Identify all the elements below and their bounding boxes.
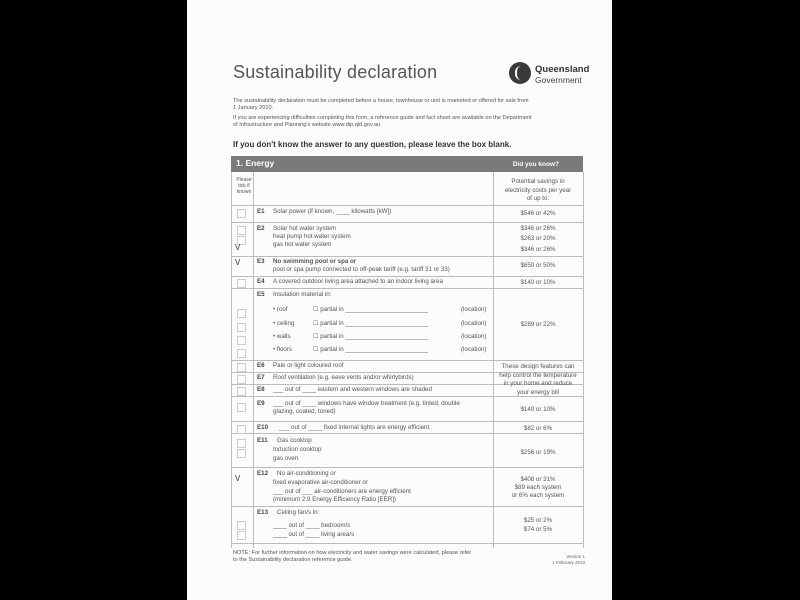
item-code: E4 bbox=[257, 278, 265, 285]
tick-mark-icon: V bbox=[235, 243, 241, 252]
item-text: Pale or light coloured roof bbox=[273, 362, 344, 369]
table-rule bbox=[231, 543, 583, 544]
item-code: E11 bbox=[257, 437, 268, 444]
queensland-emblem-icon bbox=[509, 62, 531, 84]
section-header bbox=[231, 156, 583, 172]
intro-line: The sustainability declaration must be completed before a house, townhouse or unit is marketed or offered for sale from bbox=[233, 98, 529, 104]
warning-text: If you don't know the answer to any question, please leave the box blank. bbox=[233, 140, 512, 149]
item-text: Ceiling fan/s in: bbox=[277, 509, 320, 516]
item-code: E2 bbox=[257, 225, 265, 232]
item-text: partial in bbox=[320, 320, 344, 327]
tick-mark-icon: V bbox=[235, 258, 241, 267]
item-text: of up to: bbox=[526, 195, 550, 202]
item-text: floors bbox=[276, 346, 293, 353]
item-code: E13 bbox=[257, 509, 269, 516]
savings-value: $140 or 10% bbox=[520, 406, 556, 413]
item-text: ☐ partial in ________________________ bbox=[313, 333, 428, 340]
table-rule bbox=[231, 360, 583, 361]
checkbox-e4[interactable] bbox=[237, 279, 246, 288]
savings-value: $546 or 42% bbox=[520, 210, 556, 217]
item-text: known bbox=[236, 189, 252, 195]
checkbox-e13-bedroom[interactable] bbox=[237, 521, 246, 530]
savings-value: $82 or 6% bbox=[523, 425, 553, 432]
page-title: Sustainability declaration bbox=[233, 62, 438, 82]
intro-line: of Infrastructure and Planning's website www.dip.qld.gov.au bbox=[233, 122, 381, 128]
item-text: No air-conditioning or bbox=[277, 470, 336, 477]
item-text: ____ out of ____ bedroom/s bbox=[273, 522, 351, 529]
savings-header bbox=[493, 178, 583, 204]
item-code: E7 bbox=[257, 374, 265, 381]
item-text: • roof bbox=[273, 306, 288, 313]
checkbox-e11-gas[interactable] bbox=[237, 439, 246, 448]
item-code: E1 bbox=[257, 208, 265, 215]
queensland-government-logo bbox=[509, 60, 605, 90]
savings-value: $289 or 22% bbox=[520, 321, 556, 328]
item-code: E3 bbox=[257, 258, 265, 265]
checkbox-e5-ceiling[interactable] bbox=[237, 323, 246, 332]
savings-value: $256 or 19% bbox=[520, 449, 556, 456]
item-text: gas oven bbox=[273, 455, 299, 462]
savings-value: $650 or 50% bbox=[520, 262, 556, 269]
savings-value: $346 or 26% bbox=[520, 225, 556, 232]
item-text: ___ out of ____ windows have window treatment (e.g. tinted, double bbox=[273, 400, 460, 407]
item-text: roof bbox=[276, 306, 288, 313]
item-text: NOTE: For further information on how electricity and water savings were calculated, please refer bbox=[233, 550, 472, 556]
item-text: pool or spa pump connected to off-peak tariff (e.g. tariff 31 or 33) bbox=[273, 266, 450, 273]
intro-line: 1 January 2010. bbox=[233, 105, 274, 111]
item-text: (location) bbox=[461, 333, 487, 340]
item-text: ☐ partial in ________________________ bbox=[313, 320, 428, 327]
item-text: Roof ventilation (e.g. eave vents and/or whirlybirds) bbox=[273, 374, 414, 381]
item-code: E8 bbox=[257, 386, 265, 393]
item-code: E9 bbox=[257, 400, 265, 407]
item-text: partial in bbox=[320, 333, 344, 340]
savings-value: $140 or 10% bbox=[520, 279, 556, 286]
checkbox-e10[interactable] bbox=[237, 425, 246, 434]
item-text: Solar power (if known, ____ kilowatts [kW]) bbox=[273, 208, 392, 215]
item-text: ☐ partial in ________________________ bbox=[313, 346, 428, 353]
item-text: to the Sustainability declaration reference guide. bbox=[233, 557, 353, 563]
item-text: ____ out of ____ living area/s bbox=[273, 531, 355, 538]
checkbox-e8[interactable] bbox=[237, 387, 246, 396]
item-text: Induction cooktop bbox=[273, 446, 322, 453]
table-rule bbox=[231, 288, 583, 289]
table-rule bbox=[231, 467, 583, 468]
item-text: in your home and reduce bbox=[503, 380, 573, 387]
item-text: No swimming pool or spa or bbox=[273, 258, 357, 265]
intro-line: If you are experiencing difficulties completing this form, a reference guide and fact sheet are available on the Department bbox=[233, 115, 532, 121]
checkbox-e1[interactable] bbox=[237, 209, 246, 218]
item-text: 1 February 2010 bbox=[551, 560, 585, 565]
checkbox-e11-induction[interactable] bbox=[237, 449, 246, 458]
item-code: E6 bbox=[257, 362, 265, 369]
item-text: Version 1 bbox=[566, 554, 585, 559]
table-rule bbox=[583, 172, 584, 548]
section-title: 1. Energy bbox=[236, 158, 275, 168]
checkbox-e5-roof[interactable] bbox=[237, 309, 246, 318]
item-text: • walls bbox=[273, 333, 291, 340]
item-text: These design features can bbox=[501, 363, 575, 370]
savings-value: $263 or 20% bbox=[520, 235, 556, 242]
savings-value: $408 or 31% bbox=[520, 476, 556, 483]
item-text: Queensland bbox=[535, 64, 590, 75]
item-text: gas hot water system bbox=[273, 241, 332, 248]
savings-value: $89 each system bbox=[514, 484, 562, 491]
please-tick-label bbox=[233, 177, 255, 195]
savings-value: $346 or 26% bbox=[520, 246, 556, 253]
item-text: tick if bbox=[238, 183, 250, 189]
item-text: Please bbox=[236, 177, 252, 183]
did-you-know-header: Did you know? bbox=[512, 161, 559, 168]
checkbox-e5-floors[interactable] bbox=[237, 349, 246, 358]
table-rule bbox=[231, 276, 583, 277]
checkbox-e9[interactable] bbox=[237, 403, 246, 412]
item-text: partial in bbox=[320, 306, 344, 313]
design-note bbox=[493, 363, 583, 397]
checkbox-e13-living[interactable] bbox=[237, 531, 246, 540]
item-text: (minimum 2.9 Energy Efficiency Ratio [EER]) bbox=[273, 496, 396, 503]
item-text: ☐ partial in ________________________ bbox=[313, 306, 428, 313]
table-rule bbox=[231, 256, 583, 257]
item-text: Potential savings in bbox=[511, 178, 565, 185]
checkbox-e2-solar[interactable] bbox=[237, 226, 246, 235]
item-text: (location) bbox=[461, 346, 487, 353]
item-text: (location) bbox=[461, 320, 487, 327]
item-text: ___ out of ____ fixed internal lights are energy efficient bbox=[279, 424, 430, 431]
item-text: Government bbox=[535, 75, 582, 85]
footnote bbox=[233, 550, 471, 564]
item-text: Gas cooktop bbox=[277, 437, 312, 444]
item-text: ___ out of ____ eastern and western windows are shaded bbox=[273, 386, 432, 393]
item-text: glazing, coated, toned) bbox=[273, 408, 336, 415]
table-rule bbox=[231, 205, 583, 206]
item-code: E10 bbox=[257, 424, 269, 431]
table-rule bbox=[231, 421, 583, 422]
item-text: walls bbox=[276, 333, 291, 340]
item-text: your energy bill bbox=[517, 388, 559, 396]
item-text: Solar hot water system bbox=[273, 225, 336, 232]
item-text: ceiling bbox=[276, 320, 295, 327]
table-rule bbox=[231, 222, 583, 223]
item-text: heat pump hot water system bbox=[273, 233, 351, 240]
item-text: • ceiling bbox=[273, 320, 295, 327]
savings-value: $25 or 2% bbox=[523, 517, 553, 524]
energy-table bbox=[231, 172, 583, 548]
item-text: (location) bbox=[461, 306, 487, 313]
item-text: partial in bbox=[320, 346, 344, 353]
tick-mark-icon: V bbox=[235, 474, 241, 483]
item-text: electricity costs per year bbox=[504, 186, 572, 194]
item-text: Insulation material in: bbox=[273, 291, 332, 298]
savings-value: $74 or 5% bbox=[523, 526, 553, 533]
checkbox-e7[interactable] bbox=[237, 375, 246, 384]
item-code: E5 bbox=[257, 291, 265, 298]
checkbox-e5-walls[interactable] bbox=[237, 336, 246, 345]
savings-value: or 6% each system bbox=[511, 492, 565, 499]
item-code: E12 bbox=[257, 470, 269, 477]
table-rule bbox=[231, 506, 583, 507]
item-text: ___ out of ___ air-conditioners are energy efficient bbox=[273, 488, 411, 495]
version-info bbox=[537, 554, 585, 566]
form-page bbox=[187, 0, 612, 600]
item-text: • floors bbox=[273, 346, 293, 353]
item-text: A covered outdoor living area attached to an indoor living area bbox=[273, 278, 443, 285]
checkbox-e6[interactable] bbox=[237, 363, 246, 372]
item-text: help control the temperature bbox=[499, 371, 577, 379]
item-text: fixed evaporative air-conditioner or bbox=[273, 479, 368, 486]
